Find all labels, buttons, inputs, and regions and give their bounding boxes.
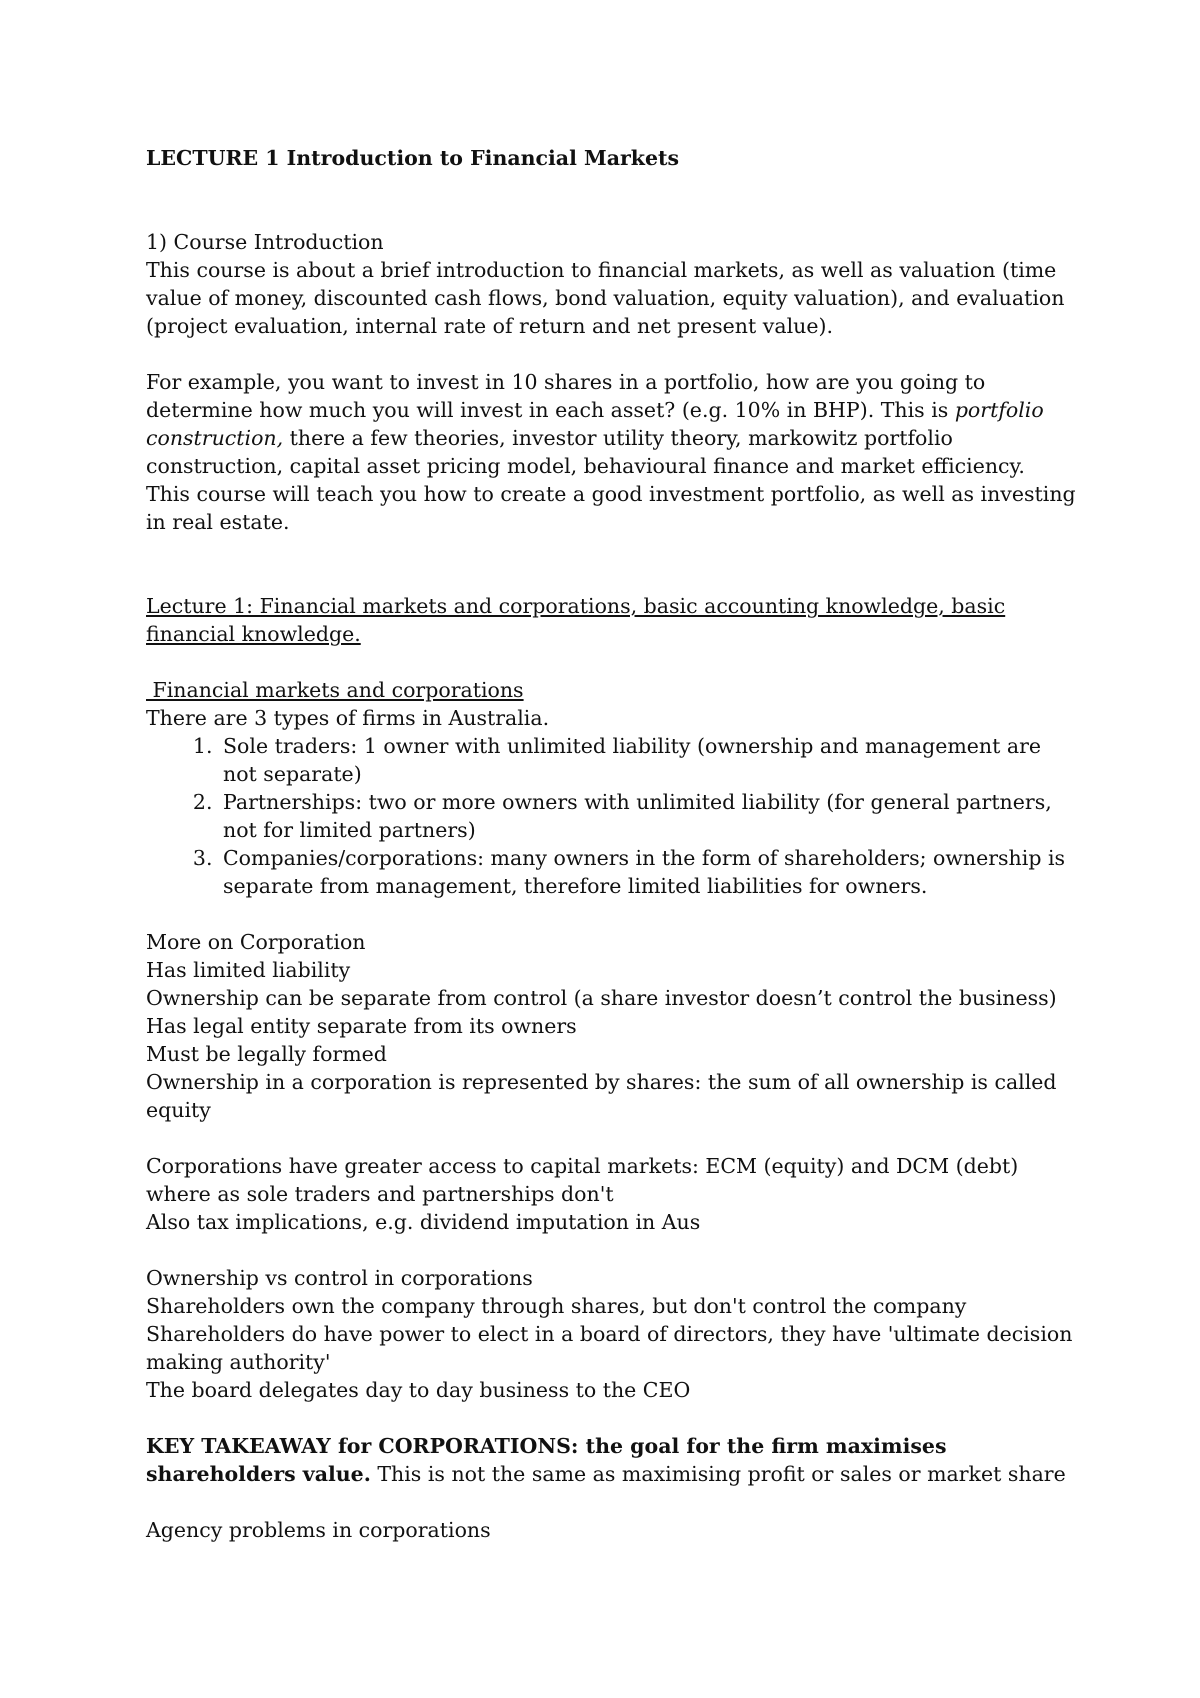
corporation-point: Must be legally formed bbox=[146, 1042, 387, 1066]
corporation-heading: More on Corporation bbox=[146, 930, 366, 954]
ownership-control-heading: Ownership vs control in corporations bbox=[146, 1266, 533, 1290]
firm-types-intro: There are 3 types of firms in Australia. bbox=[146, 706, 550, 730]
key-takeaway-rest: This is not the same as maximising profit or sales or market share bbox=[370, 1462, 1066, 1486]
portfolio-theories-text: there a few theories, investor utility theory, markowitz portfolio construction, capital asset pricing model, behavioural finance and market efficiency. bbox=[146, 426, 1025, 478]
corporation-point: Has legal entity separate from its owners bbox=[146, 1014, 577, 1038]
course-goal-paragraph: This course will teach you how to create a good investment portfolio, as well as investing in real estate. bbox=[146, 482, 1076, 534]
ownership-control-point: Shareholders own the company through shares, but don't control the company bbox=[146, 1294, 967, 1318]
corporation-point: Has limited liability bbox=[146, 958, 351, 982]
portfolio-construction-term: portfolio construction, bbox=[146, 398, 1044, 450]
course-intro-heading: 1) Course Introduction bbox=[146, 230, 384, 254]
lecture-1-heading: Lecture 1: Financial markets and corporations, basic accounting knowledge, basic financial knowledge. bbox=[146, 594, 1006, 646]
list-item: 1. Sole traders: 1 owner with unlimited liability (ownership and management are not separate) bbox=[219, 732, 1076, 788]
ownership-control-point: The board delegates day to day business to the CEO bbox=[146, 1378, 691, 1402]
ownership-control-point: Shareholders do have power to elect in a board of directors, they have 'ultimate decision making authority' bbox=[146, 1322, 1073, 1374]
agency-problems-heading: Agency problems in corporations bbox=[146, 1518, 491, 1542]
corporation-point: Ownership can be separate from control (a share investor doesn’t control the business) bbox=[146, 986, 1057, 1010]
tax-implications-line: Also tax implications, e.g. dividend imputation in Aus bbox=[146, 1210, 701, 1234]
list-item: 3. Companies/corporations: many owners in the form of shareholders; ownership is separate from management, therefore limited liabilities for owners. bbox=[219, 844, 1076, 900]
financial-markets-heading: Financial markets and corporations bbox=[146, 678, 524, 702]
key-takeaway-bold: KEY TAKEAWAY for CORPORATIONS: the goal for the firm maximises shareholders value. bbox=[146, 1434, 947, 1486]
course-intro-paragraph: This course is about a brief introduction to financial markets, as well as valuation (time value of money, discounted cash flows, bond valuation, equity valuation), and evaluation (project evaluation, internal rate of return and net present value). bbox=[146, 258, 1065, 338]
document-page bbox=[146, 130, 1076, 1544]
list-item: 2. Partnerships: two or more owners with unlimited liability (for general partners, not for limited partners) bbox=[219, 788, 1076, 844]
firm-types-list bbox=[146, 732, 1076, 900]
capital-access-paragraph: Corporations have greater access to capital markets: ECM (equity) and DCM (debt) where as sole traders and partnerships don't bbox=[146, 1154, 1019, 1206]
key-takeaway-paragraph bbox=[146, 1432, 1076, 1488]
corporation-point: Ownership in a corporation is represented by shares: the sum of all ownership is called equity bbox=[146, 1070, 1057, 1122]
document-title: LECTURE 1 Introduction to Financial Markets bbox=[146, 146, 680, 170]
portfolio-example-paragraph bbox=[146, 368, 1076, 480]
portfolio-example-text: For example, you want to invest in 10 shares in a portfolio, how are you going to determine how much you will invest in each asset? (e.g. 10% in BHP). This is bbox=[146, 370, 986, 422]
